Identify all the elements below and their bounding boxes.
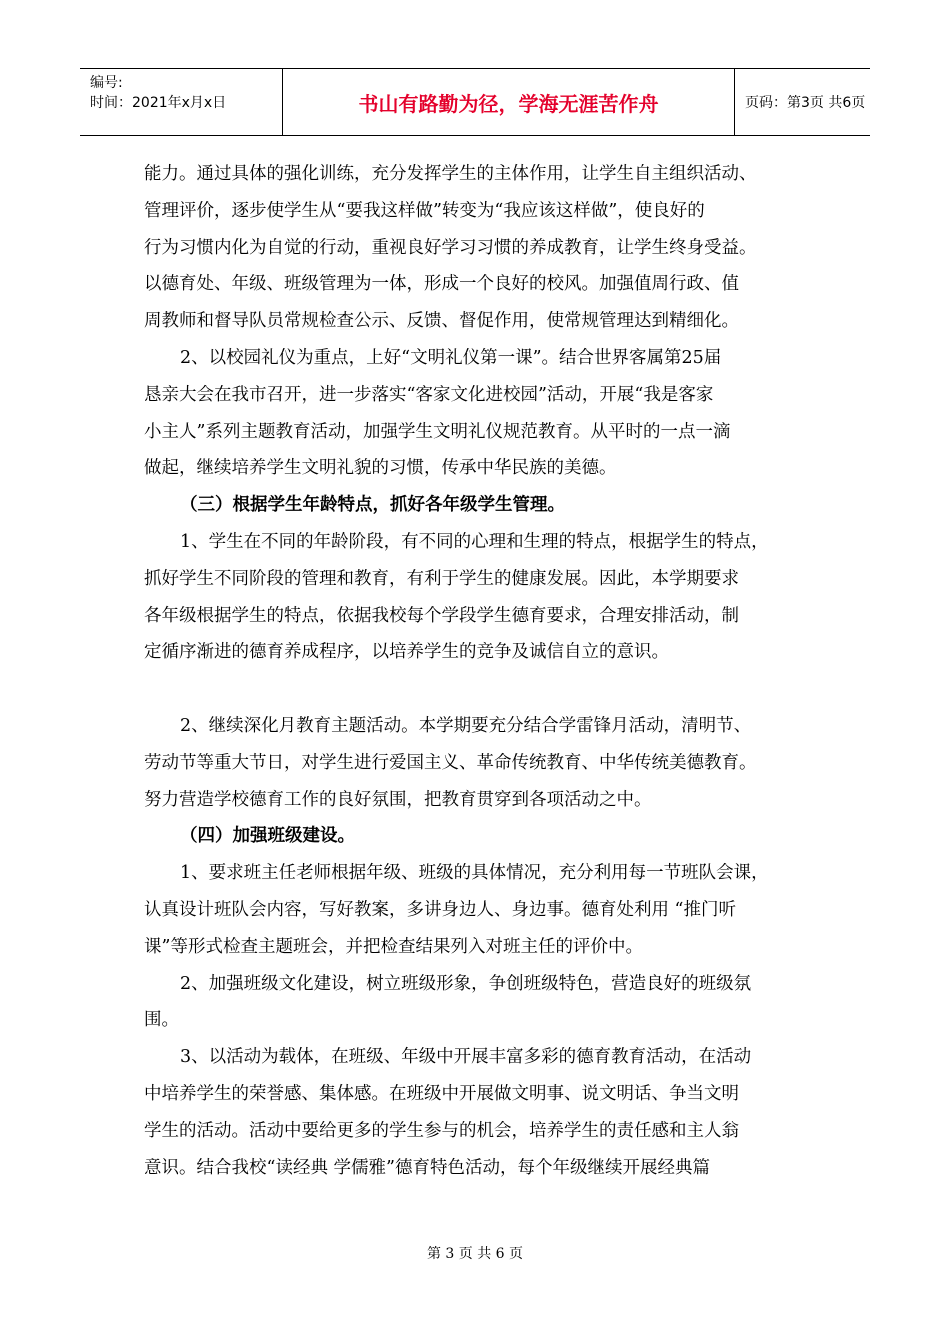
text-line: 学生的活动。活动中要给更多的学生参与的机会，培养学生的责任感和主人翁 — [144, 1120, 739, 1141]
text-line: 意识。结合我校“读经典 学儒雅”德育特色活动，每个年级继续开展经典篇 — [144, 1157, 710, 1178]
page-footer: 第 3 页 共 6 页 — [426, 1246, 524, 1262]
text-line: 3、以活动为载体，在班级、年级中开展丰富多彩的德育教育活动，在活动 — [180, 1047, 752, 1068]
text-line: 周教师和督导队员常规检查公示、反馈、督促作用，使常规管理达到精细化。 — [144, 311, 739, 332]
text-line: 恳亲大会在我市召开，进一步落实“客家文化进校园”活动，开展“我是客家 — [144, 384, 714, 405]
header-motto: 书山有路勤为径，学海无涯苦作舟 — [283, 69, 735, 135]
text-line: 认真设计班队会内容，写好教案，多讲身边人、身边事。德育处利用 “推门听 — [144, 899, 737, 920]
text-line: 2、以校园礼仪为重点，上好“文明礼仪第一课”。结合世界客属第25届 — [180, 347, 722, 368]
text-line: 1、学生在不同的年龄阶段，有不同的心理和生理的特点，根据学生的特点， — [180, 531, 769, 552]
paragraph-spacer — [144, 671, 824, 708]
section-heading: （四）加强班级建设。 — [180, 826, 355, 847]
text-line: 定循序渐进的德育养成程序，以培养学生的竞争及诚信自立的意识。 — [144, 642, 669, 663]
document-body — [144, 156, 824, 1186]
text-line: 抓好学生不同阶段的管理和教育，有利于学生的健康发展。因此，本学期要求 — [144, 568, 739, 589]
document-number-label: 编号: — [90, 75, 123, 91]
text-line: 课”等形式检查主题班会，并把检查结果列入对班主任的评价中。 — [144, 936, 643, 957]
text-line: 2、继续深化月教育主题活动。本学期要充分结合学雷锋月活动，清明节、 — [180, 715, 752, 736]
text-line: 努力营造学校德育工作的良好氛围，把教育贯穿到各项活动之中。 — [144, 789, 652, 810]
section-heading: （三）根据学生年龄特点，抓好各年级学生管理。 — [180, 495, 565, 516]
page-header — [80, 68, 870, 136]
text-line: 1、要求班主任老师根据年级、班级的具体情况，充分利用每一节班队会课， — [180, 863, 769, 884]
text-line: 围。 — [144, 1010, 179, 1031]
text-line: 行为习惯内化为自觉的行动，重视良好学习习惯的养成教育，让学生终身受益。 — [144, 237, 757, 258]
text-line: 能力。通过具体的强化训练，充分发挥学生的主体作用，让学生自主组织活动、 — [144, 164, 757, 184]
text-line: 管理评价，逐步使学生从“要我这样做”转变为“我应该这样做”，使良好的 — [144, 200, 705, 221]
text-line: 做起，继续培养学生文明礼貌的习惯，传承中华民族的美德。 — [144, 458, 617, 479]
text-line: 劳动节等重大节日，对学生进行爱国主义、革命传统教育、中华传统美德教育。 — [144, 752, 757, 773]
text-line: 以德育处、年级、班级管理为一体，形成一个良好的校风。加强值周行政、值 — [144, 274, 739, 295]
text-line: 中培养学生的荣誉感、集体感。在班级中开展做文明事、说文明话、争当文明 — [144, 1083, 739, 1104]
text-line: 各年级根据学生的特点，依据我校每个学段学生德育要求，合理安排活动，制 — [144, 605, 739, 626]
text-line: 2、加强班级文化建设，树立班级形象，争创班级特色，营造良好的班级氛 — [180, 973, 752, 994]
document-time-label: 时间：2021年x月x日 — [90, 95, 227, 111]
header-page-info: 页码：第3页 共6页 — [745, 95, 866, 111]
text-line: 小主人”系列主题教育活动，加强学生文明礼仪规范教育。从平时的一点一滴 — [144, 421, 731, 442]
header-meta — [80, 69, 283, 135]
